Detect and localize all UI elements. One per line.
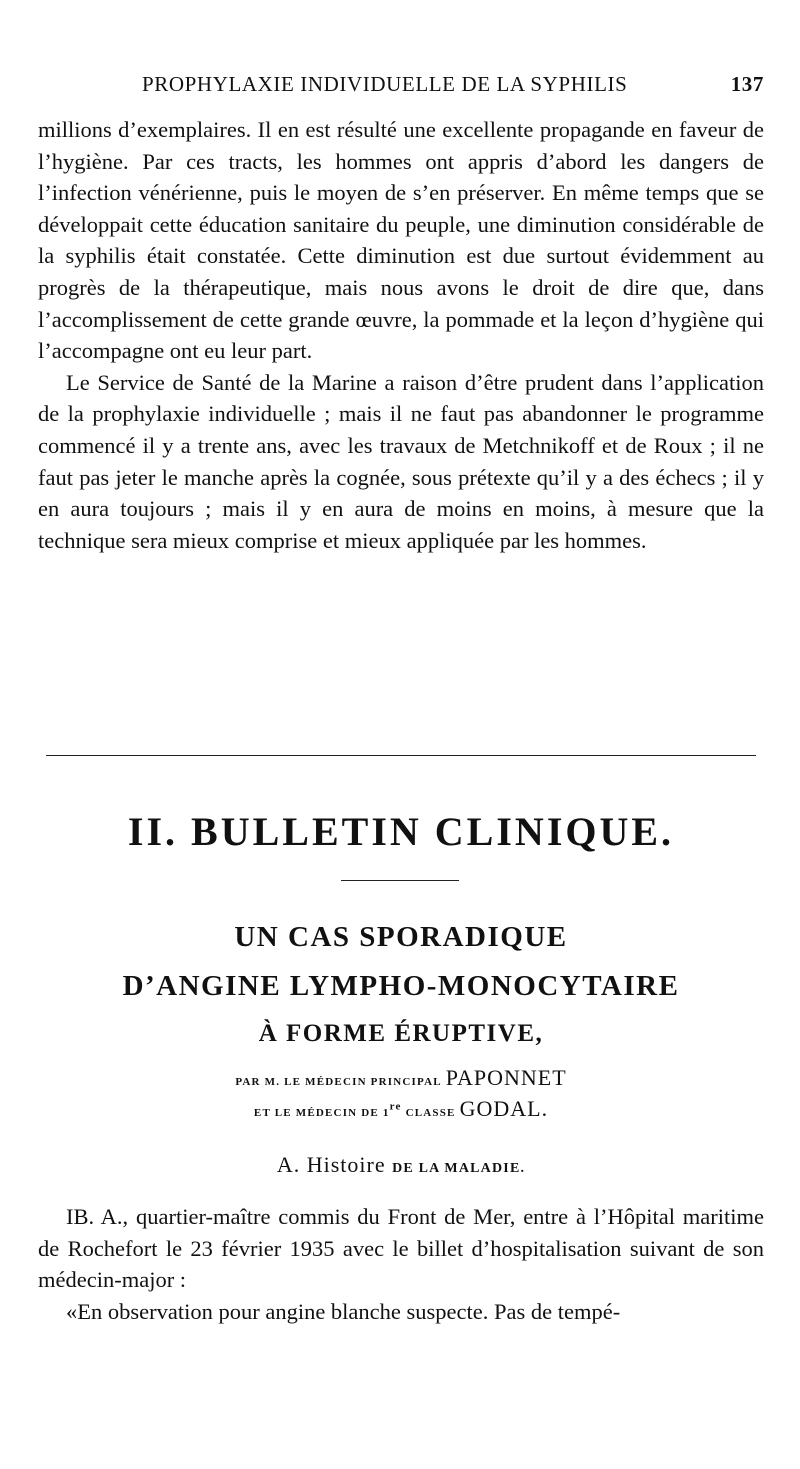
- subsection-word: Histoire: [306, 1152, 386, 1177]
- paragraph-observation: «En observation pour angine blanche suspecte. Pas de tempé-: [66, 1298, 621, 1324]
- heading-divider: [341, 880, 459, 881]
- body-text-case: [38, 1201, 764, 1327]
- byline-2-superscript: re: [389, 1100, 402, 1113]
- article-title-line-1: UN CAS SPORADIQUE: [234, 921, 568, 953]
- page-number: 137: [730, 72, 764, 96]
- byline-2-prefix: ET LE MÉDECIN DE 1: [253, 1107, 390, 1119]
- paragraph-continued: millions d’exemplaires. Il en est résulté une excellente propagande en faveur de l’hygiène. Par ces tracts, les hommes ont appris d’abord les dangers de l’infection vénérienne, puis le moyen de s’en préserver. En même temps que se développait cette éducation sanitaire du peuple, une diminution considérable de la syphilis était constatée. Cette diminution est due surtout évidemment au progrès de la thérapeutique, mais nous avons le droit de dire que, dans l’accomplissement de cette grande œuvre, la pommade et la leçon d’hygiène qui l’accompagne ont eu leur part.: [38, 117, 764, 364]
- subsection-rest: DE LA MALADIE.: [392, 1161, 526, 1176]
- running-title: PROPHYLAXIE INDIVIDUELLE DE LA SYPHILIS: [142, 72, 628, 96]
- article-title-line-3: À FORME ÉRUPTIVE,: [258, 1020, 544, 1047]
- running-header: [38, 72, 764, 102]
- author-byline-1: [38, 1065, 764, 1091]
- paragraph-service-de-sante: Le Service de Santé de la Marine a raison d’être prudent dans l’application de la prophylaxie individuelle ; mais il ne faut pas abandonner le programme commencé il y a trente ans, avec les travaux de Metchnikoff et de Roux ; il ne faut pas jeter le manche après la cognée, sous prétexte qu’il y a des échecs ; il y en aura toujours ; mais il y en aura de moins en moins, à mesure que la technique sera mieux comprise et mieux appliquée par les hommes.: [38, 369, 764, 553]
- paragraph-case-intro: IB. A., quartier-maître commis du Front de Mer, entre à l’Hôpital maritime de Rochefort le 23 février 1935 avec le billet d’hospitalisation suivant de son médecin-major :: [38, 1204, 764, 1293]
- author-name-2: GODAL.: [459, 1096, 549, 1121]
- section-heading: II. BULLETIN CLINIQUE.: [127, 809, 675, 854]
- author-byline-2: [38, 1096, 764, 1122]
- byline-2-classe: CLASSE: [405, 1107, 456, 1119]
- subsection-heading: [38, 1152, 764, 1178]
- author-name-1: PAPONNET: [445, 1065, 567, 1090]
- section-divider: [46, 755, 756, 756]
- article-title-line-2: D’ANGINE LYMPHO-MONOCYTAIRE: [122, 970, 680, 1002]
- subsection-letter: A.: [276, 1152, 301, 1177]
- document-page: [38, 0, 764, 1469]
- body-text-top: [38, 114, 764, 556]
- byline-1-prefix: PAR M. LE MÉDECIN PRINCIPAL: [235, 1076, 442, 1088]
